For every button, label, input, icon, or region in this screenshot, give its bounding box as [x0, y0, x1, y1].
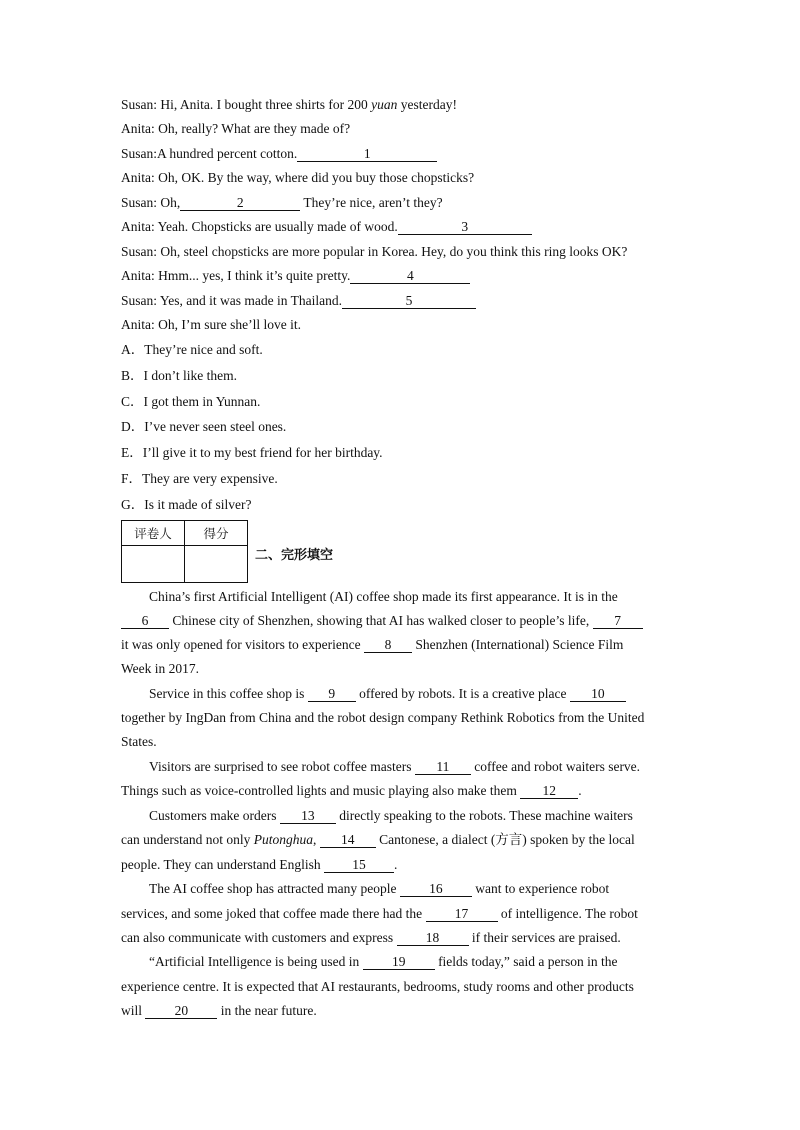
blank-3[interactable]: 3 — [398, 219, 532, 235]
cloze-p4-line-3: people. They can understand English 15 . — [121, 857, 398, 872]
cloze-p3-line-2: Things such as voice-controlled lights and music playing also make them 12 . — [121, 783, 582, 798]
option-e: E．I’ll give it to my best friend for her birthday. — [121, 445, 383, 460]
cloze-p1-line-2: 6 Chinese city of Shenzhen, showing that AI has walked closer to people’s life, 7 — [121, 612, 643, 630]
blank-8[interactable]: 8 — [364, 637, 412, 653]
blank-13[interactable]: 13 — [280, 808, 336, 824]
cloze-p1-line-4: Week in 2017. — [121, 661, 200, 676]
blank-14[interactable]: 14 — [320, 832, 376, 848]
option-c: C．I got them in Yunnan. — [121, 394, 261, 409]
grader-header: 评卷人 — [122, 521, 185, 546]
cloze-p1-line-3: it was only opened for visitors to experience 8 Shenzhen (International) Science Film — [121, 637, 624, 652]
blank-2[interactable]: 2 — [180, 195, 300, 211]
cloze-p5-line-1: The AI coffee shop has attracted many people 16 want to experience robot — [149, 881, 610, 896]
cloze-p2-line-1: Service in this coffee shop is 9 offered by robots. It is a creative place 10 — [149, 685, 626, 703]
cloze-p1-line-1: China’s first Artificial Intelligent (AI) coffee shop made its first appearance. It is in the — [149, 589, 618, 604]
dialogue-line-2: Anita: Oh, really? What are they made of? — [121, 121, 351, 136]
score-header: 得分 — [185, 521, 248, 546]
grader-cell[interactable] — [122, 546, 185, 583]
dialogue-line-10: Anita: Oh, I’m sure she’ll love it. — [121, 317, 301, 332]
blank-12[interactable]: 12 — [520, 783, 578, 799]
cloze-p6-line-2: experience centre. It is expected that AI restaurants, bedrooms, study rooms and other products — [121, 979, 634, 994]
option-g: G．Is it made of silver? — [121, 497, 252, 512]
blank-11[interactable]: 11 — [415, 759, 471, 775]
blank-1[interactable]: 1 — [297, 146, 437, 162]
dialogue-line-3: Susan:A hundred percent cotton. 1 — [121, 145, 437, 163]
option-d: D．I’ve never seen steel ones. — [121, 419, 287, 434]
cloze-p4-line-2: can understand not only Putonghua, 14 Cantonese, a dialect (方言) spoken by the local — [121, 832, 635, 847]
dialogue-line-4: Anita: Oh, OK. By the way, where did you buy those chopsticks? — [121, 170, 475, 185]
dialogue-line-9: Susan: Yes, and it was made in Thailand. 5 — [121, 292, 476, 310]
cloze-p4-line-1: Customers make orders 13 directly speaking to the robots. These machine waiters — [149, 808, 633, 823]
blank-4[interactable]: 4 — [350, 268, 470, 284]
score-cell[interactable] — [185, 546, 248, 583]
option-a: A．They’re nice and soft. — [121, 342, 263, 357]
blank-10[interactable]: 10 — [570, 686, 626, 702]
blank-6[interactable]: 6 — [121, 613, 169, 629]
cloze-p6-line-1: “Artificial Intelligence is being used in 19 fields today,” said a person in the — [149, 954, 618, 969]
blank-16[interactable]: 16 — [400, 881, 472, 897]
score-table — [121, 520, 248, 583]
cloze-p6-line-3: will 20 in the near future. — [121, 1003, 317, 1018]
blank-15[interactable]: 15 — [324, 857, 394, 873]
blank-9[interactable]: 9 — [308, 686, 356, 702]
option-b: B．I don’t like them. — [121, 368, 237, 383]
blank-5[interactable]: 5 — [342, 293, 476, 309]
cloze-p2-line-3: States. — [121, 734, 157, 749]
cloze-p2-line-2: together by IngDan from China and the robot design company Rethink Robotics from the United — [121, 710, 645, 725]
blank-7[interactable]: 7 — [593, 613, 643, 629]
cloze-p5-line-2: services, and some joked that coffee made there had the 17 of intelligence. The robot — [121, 906, 638, 921]
section-title: 二、完形填空 — [255, 548, 334, 563]
dialogue-line-5: Susan: Oh, 2 They’re nice, aren’t they? — [121, 195, 443, 210]
option-f: F．They are very expensive. — [121, 471, 278, 486]
dialogue-line-1: Susan: Hi, Anita. I bought three shirts for 200 yuan yesterday! — [121, 97, 457, 112]
dialogue-line-8: Anita: Hmm... yes, I think it’s quite pretty. 4 — [121, 267, 470, 285]
dialogue-line-7: Susan: Oh, steel chopsticks are more popular in Korea. Hey, do you think this ring looks OK? — [121, 244, 628, 259]
dialogue-line-6: Anita: Yeah. Chopsticks are usually made of wood. 3 — [121, 218, 532, 236]
blank-20[interactable]: 20 — [145, 1003, 217, 1019]
blank-18[interactable]: 18 — [397, 930, 469, 946]
blank-17[interactable]: 17 — [426, 906, 498, 922]
cloze-p5-line-3: can also communicate with customers and express 18 if their services are praised. — [121, 930, 621, 945]
cloze-p3-line-1: Visitors are surprised to see robot coffee masters 11 coffee and robot waiters serve. — [149, 759, 641, 774]
blank-19[interactable]: 19 — [363, 954, 435, 970]
